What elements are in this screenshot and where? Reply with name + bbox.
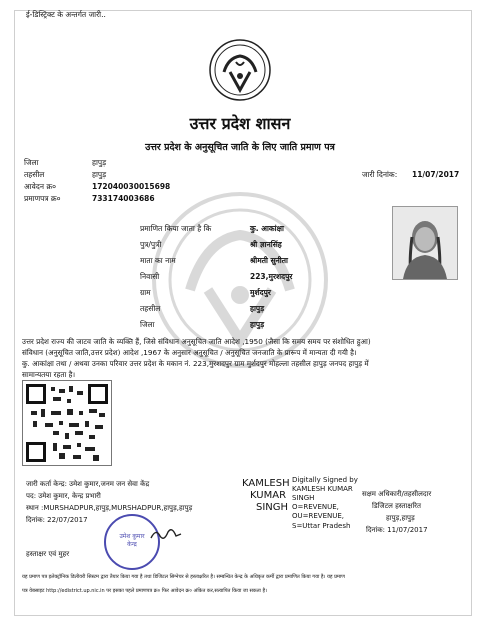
detail-district-label: जिला: [140, 320, 155, 329]
authority-title: सक्षम अधिकारी/तहसीलदार: [362, 490, 432, 498]
body-line-3: कु. आकांक्षा तथा / अथवा उनका परिवार उत्तर प्रदेश के मकान नं. 223,मुरशदपुर ग्राम मुर्शदपुर मोहल्ला तहसील हापुड़ जनपद हापुड़ में: [22, 359, 369, 368]
body-line-1: उत्तर प्रदेश राज्य की जाटव जाति के व्यक्ति हैं, जिसे संविधान अनुसूचित जाति आदेश ,1950 (जैसा कि समय समय पर संशोधित हुआ): [22, 337, 371, 346]
signer-name-line-3: SINGH: [256, 502, 289, 513]
issuing-centre: जारी कर्ता केन्द्र: उमेश कुमार,जनम जन सेवा केंद्र: [26, 480, 150, 488]
person-photo-icon: [393, 207, 457, 279]
district-label: जिला: [24, 158, 39, 167]
detail-tehsil-value: हापुड़: [250, 304, 265, 313]
village-label: ग्राम: [140, 288, 151, 297]
mother-value: श्रीमती सुनीता: [250, 256, 288, 265]
top-note: ई-डिस्ट्रिक्ट के अन्तर्गत जारी..: [26, 10, 106, 19]
mother-label: माता का नाम: [140, 256, 176, 265]
resident-value: 223,मुरशदपुर: [250, 272, 293, 281]
qr-code: [22, 380, 112, 466]
digital-signature-details: [292, 476, 358, 521]
signer-org-unit: OU=REVENUE,: [292, 512, 345, 520]
authority-location: हापुड़,हापुड़: [386, 514, 415, 522]
applicant-photo: [392, 206, 458, 280]
signer-full-name: KAMLESH KUMAR: [292, 485, 353, 493]
body-line-4: सामान्यतया रहता है।: [22, 370, 76, 379]
certificate-number-label: प्रमाणपत्र क्र०: [24, 194, 61, 203]
issuer-name: पद: उमेश कुमार, केन्द्र प्रभारी: [26, 492, 101, 500]
resident-label: निवासी: [140, 272, 160, 281]
parent-label: पुत्र/पुत्री: [140, 240, 162, 249]
detail-tehsil-label: तहसील: [140, 304, 161, 313]
village-value: मुर्शदपुर: [250, 288, 271, 297]
issue-date-label: जारी दिनांक:: [362, 170, 398, 179]
signer-name-line-1: KAMLESH: [242, 478, 290, 489]
issuer-date: दिनांक: 22/07/2017: [26, 516, 88, 524]
footer-note-2: पत्र वेबसाइट http://edistrict.up.nic.in पर इसका पहले प्रमाणपत्र क्र० फिर आवेदन क्र० अंकित कर,सत्यापित किया जा सकता है।: [22, 588, 267, 594]
signed-by-label: Digitally Signed by: [292, 476, 358, 484]
parent-value: श्री ज्ञानसिंह: [250, 240, 282, 249]
page-title: उत्तर प्रदेश शासन: [189, 114, 291, 133]
tehsil-value: हापुड़: [92, 170, 107, 179]
signer-org: O=REVENUE,: [292, 503, 339, 511]
footer-note-1: यह प्रमाण पत्र इलेक्ट्रॉनिक डिलीवरी सिस्टम द्वारा तैयार किया गया है तथा डिजिटल सिग्नेचर से हस्ताक्षरित है। सम्बन्धित केन्द्र के अधिकृत कर्मी द्वारा प्रमाणित किया गया है। यह प्रमाण: [22, 574, 345, 580]
signer-name-line-2: KUMAR: [250, 490, 287, 501]
district-value: हापुड़: [92, 158, 107, 167]
detail-district-value: हापुड़: [250, 320, 265, 329]
certificate-subtitle: उत्तर प्रदेश के अनुसूचित जाति के लिए जाति प्रमाण पत्र: [145, 142, 335, 153]
up-government-emblem-icon: [208, 38, 272, 102]
issuer-place: स्थान :MURSHADPUR,हापुड़,MURSHADPUR,हापुड़,हापुड़: [26, 504, 193, 512]
handwritten-signature-icon: [150, 526, 182, 544]
stamp-text-1: उमेश कुमार: [119, 533, 145, 540]
authority-digitally-signed: डिजिटल हस्ताक्षरित: [372, 502, 421, 510]
certify-value: कु. आकांक्षा: [250, 224, 284, 233]
tehsil-label: तहसील: [24, 170, 45, 179]
qr-pattern-icon: [23, 381, 111, 465]
signature-label: हस्ताक्षर एवं मुहर: [26, 550, 70, 558]
stamp-text-2: केन्द्र: [127, 541, 137, 548]
issue-date-value: 11/07/2017: [412, 170, 460, 179]
application-number-label: आवेदन क्र०: [24, 182, 57, 191]
signer-full-name-cont: SINGH: [292, 494, 315, 502]
digital-signer-name: [242, 478, 290, 514]
certify-label: प्रमाणित किया जाता है कि: [140, 224, 212, 233]
body-line-2: संविधान (अनुसूचित जाति,उत्तर प्रदेश) आदेश ,1967 के अनुसार अनुसूचित / अनुसूचित जनजाति के प्रारूप में मान्यता दी गयी है।: [22, 348, 357, 357]
signer-state: S=Uttar Pradesh: [292, 522, 351, 530]
application-number-value: 172040030015698: [92, 182, 171, 191]
certificate-number-value: 733174003686: [92, 194, 155, 203]
authority-date: दिनांक: 11/07/2017: [366, 526, 428, 534]
